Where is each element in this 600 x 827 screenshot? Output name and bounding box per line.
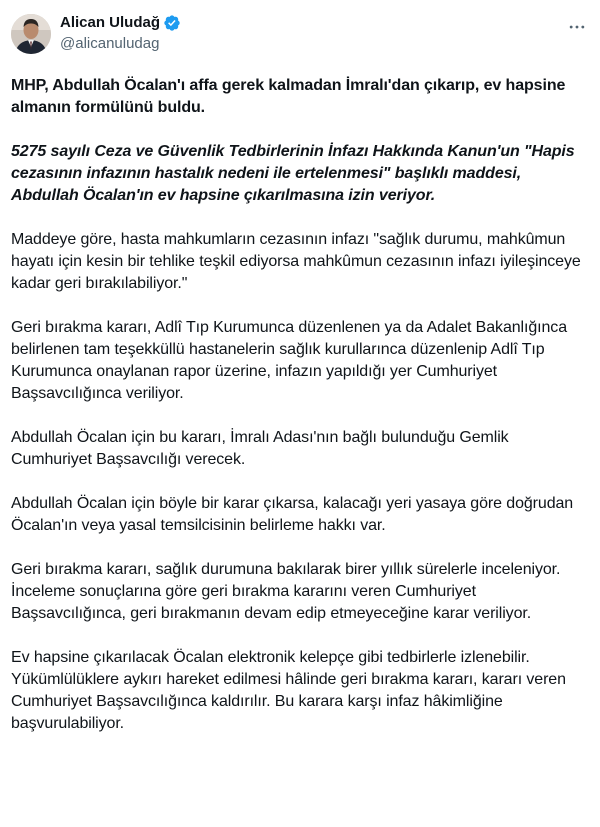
avatar-photo-icon	[11, 14, 51, 54]
tweet-paragraph: Maddeye göre, hasta mahkumların cezasının infazı "sağlık durumu, mahkûmun hayatı için kesin bir tehlike teşkil ediyorsa mahkûmun cezasının infazı iyileşinceye kadar geri bırakılabiliyor."	[11, 231, 581, 292]
tweet-paragraph: 5275 sayılı Ceza ve Güvenlik Tedbirlerinin İnfazı Hakkında Kanun'un "Hapis cezasının infazının hastalık nedeni ile ertelenmesi" başlıklı maddesi, Abdullah Öcalan'ın ev hapsine çıkarılmasına izin veriyor.	[11, 143, 575, 204]
tweet-paragraph: Abdullah Öcalan için bu kararı, İmralı Adası'nın bağlı bulunduğu Gemlik Cumhuriyet Başsavcılığı verecek.	[11, 429, 509, 468]
more-options-icon[interactable]	[566, 16, 588, 38]
tweet-paragraph: Geri bırakma kararı, Adlî Tıp Kurumunca düzenlenen ya da Adalet Bakanlığınca belirlenen tam teşekküllü hastanelerin sağlık kurullarınca düzenlenip Adlî Tıp Kurumunca onaylanan rapor üzerine, infazın yapıldığı yer Cumhuriyet Başsavcılığınca veriliyor.	[11, 319, 567, 402]
tweet-paragraph: Geri bırakma kararı, sağlık durumuna bakılarak birer yıllık sürelerle inceleniyor. İnceleme sonuçlarına göre geri bırakma kararını veren Cumhuriyet Başsavcılığınca, geri bırakmanın devam edip etmeyeceğine karar veriliyor.	[11, 561, 561, 622]
tweet-paragraph: Ev hapsine çıkarılacak Öcalan elektronik kelepçe gibi tedbirlerle izlenebilir. Yükümlülüklere aykırı hareket edilmesi hâlinde geri bırakma kararı, kararı veren Cumhuriyet Başsavcılığınca kaldırılır. Bu karara karşı infaz hâkimliğine başvurulabiliyor.	[11, 649, 566, 732]
display-name[interactable]: Alican Uludağ	[60, 14, 161, 31]
avatar[interactable]	[11, 14, 51, 54]
tweet-text	[11, 75, 588, 735]
tweet-paragraph: Abdullah Öcalan için böyle bir karar çıkarsa, kalacağı yeri yasaya göre doğrudan Öcalan'ın veya yasal temsilcisinin belirleme hakkı var.	[11, 495, 574, 534]
tweet-header	[11, 10, 588, 62]
name-row	[60, 13, 181, 33]
tweet-paragraph: MHP, Abdullah Öcalan'ı affa gerek kalmadan İmralı'dan çıkarıp, ev hapsine almanın formülünü buldu.	[11, 77, 566, 116]
user-info	[60, 13, 181, 54]
user-handle[interactable]: @alicanuludag	[60, 35, 160, 52]
verified-badge-icon[interactable]	[163, 14, 181, 32]
